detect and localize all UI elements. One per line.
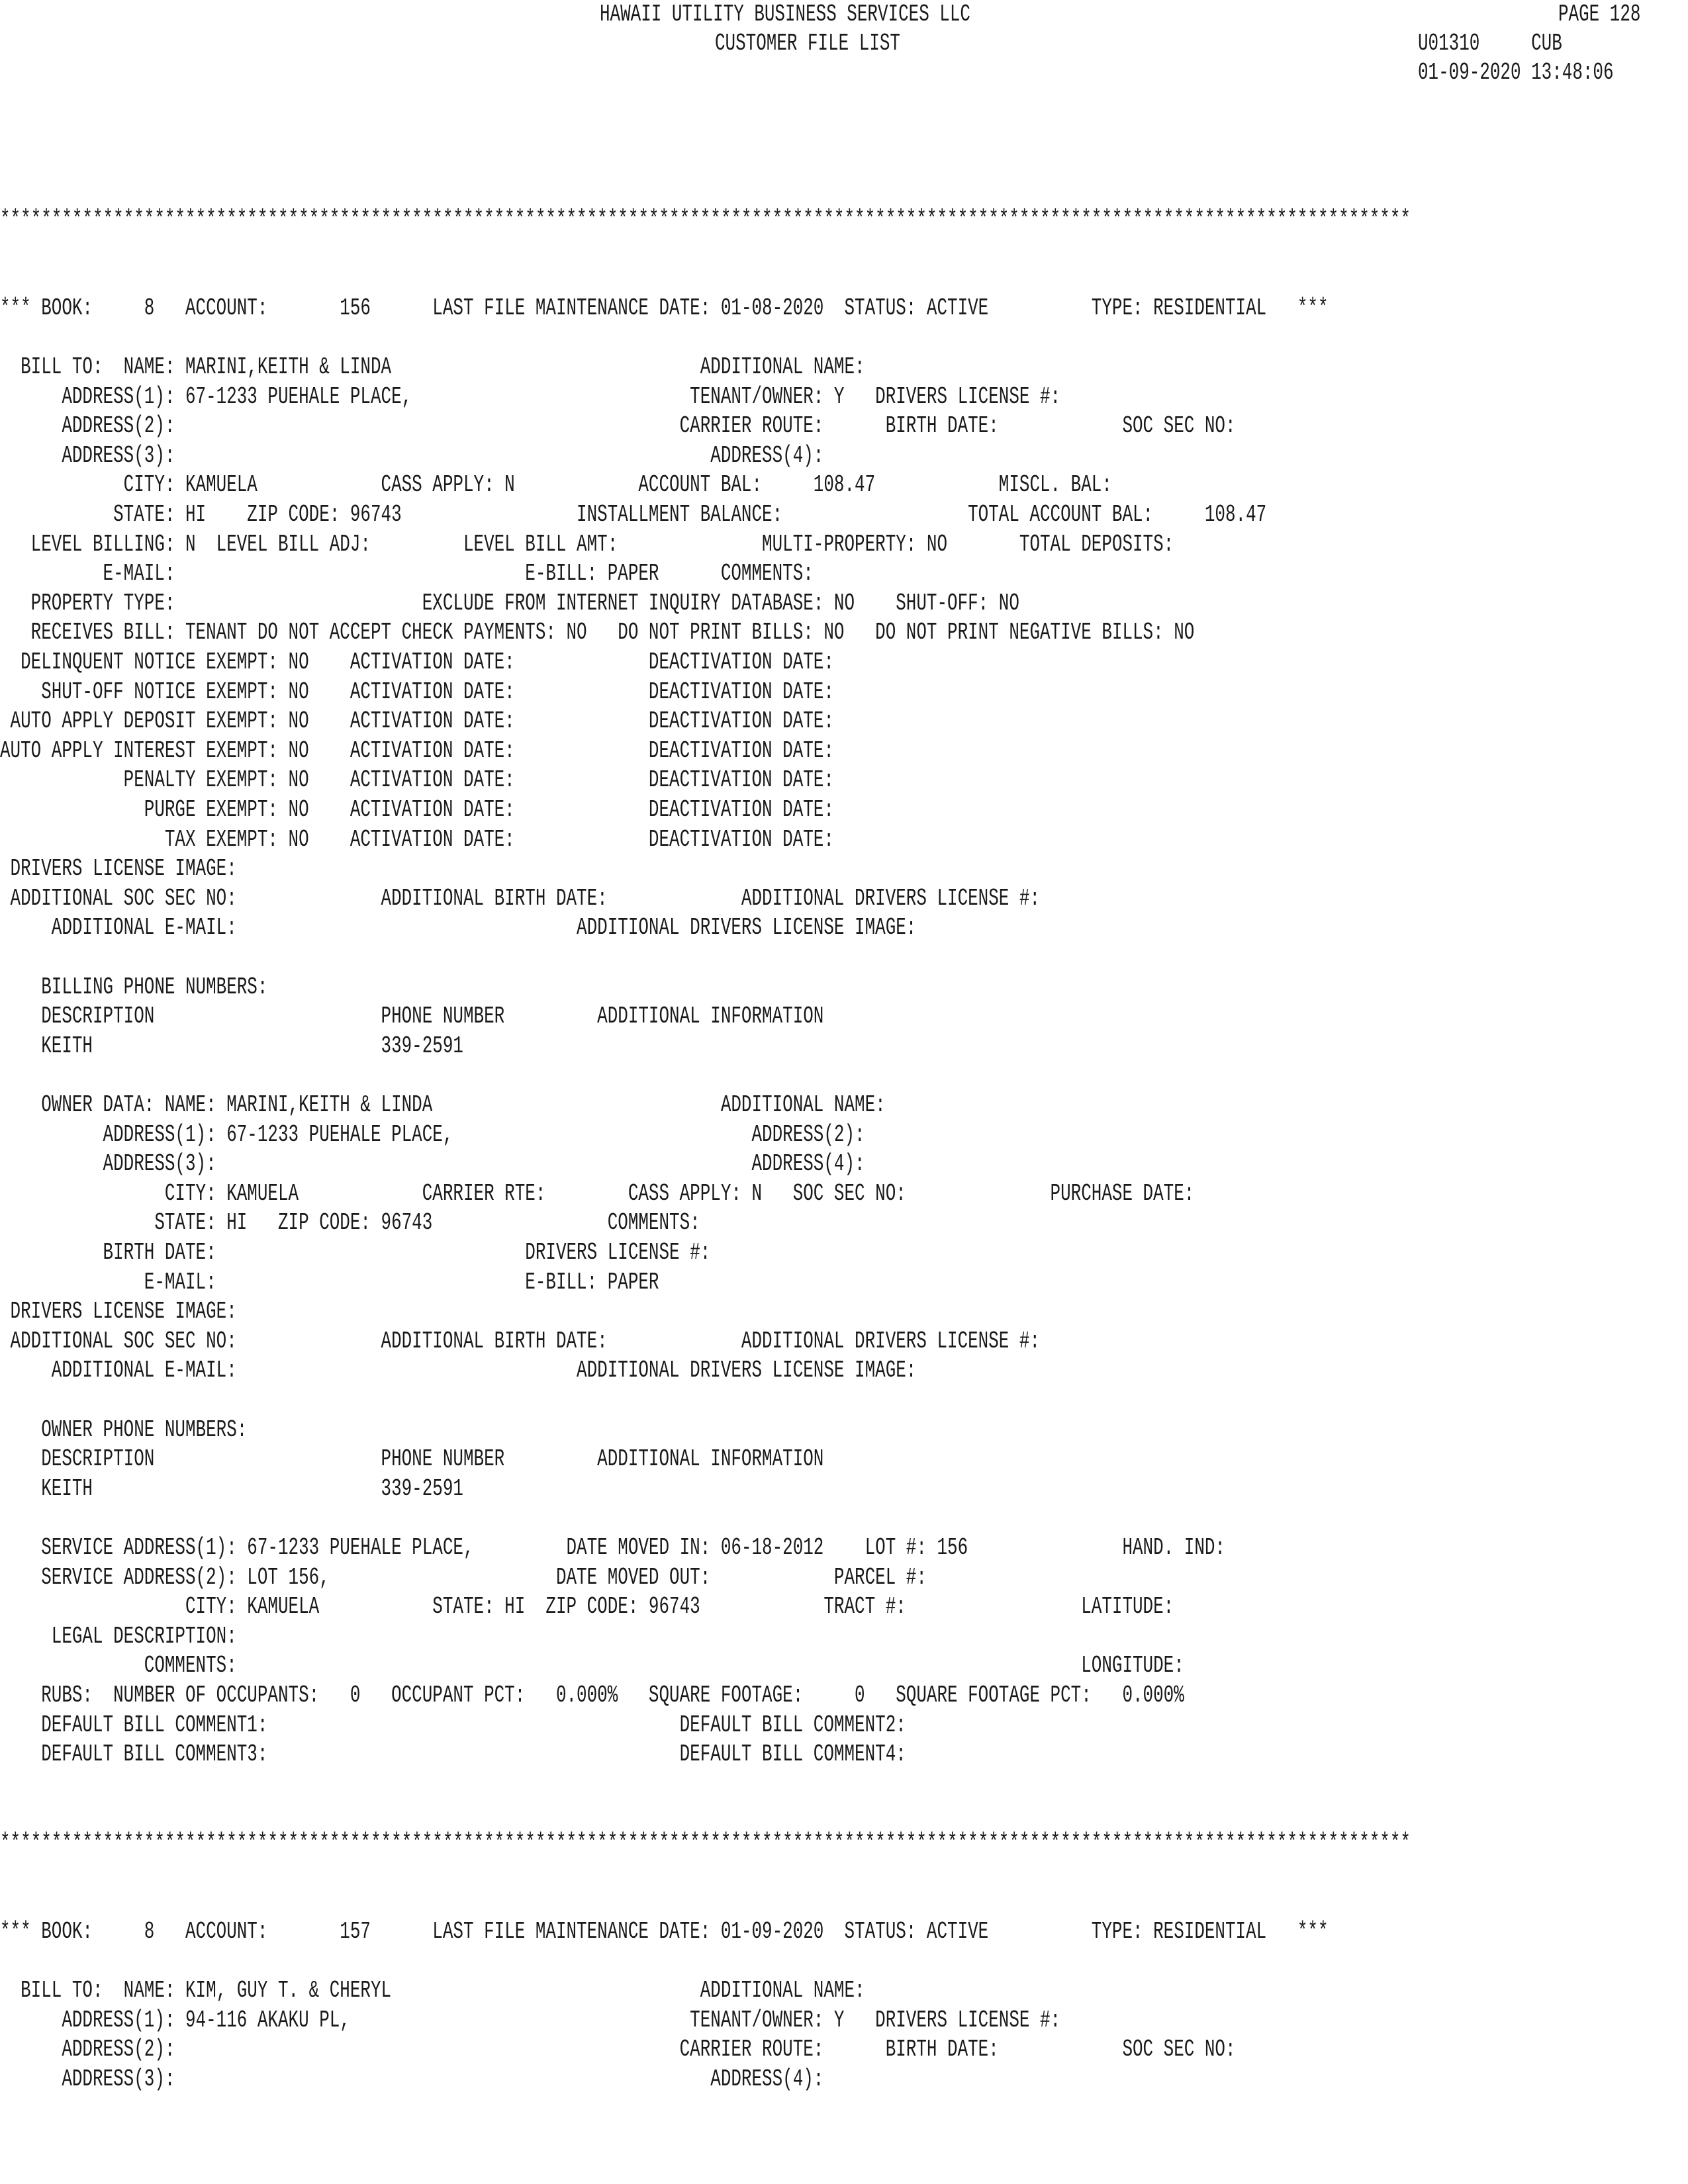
report-line: BILL TO: NAME: MARINI,KEITH & LINDA ADDITIONAL NAME: (0, 353, 865, 381)
report-line: E-MAIL: E-BILL: PAPER (0, 1268, 659, 1296)
report-line: TAX EXEMPT: NO ACTIVATION DATE: DEACTIVATION DATE: (0, 825, 834, 853)
report-line: ADDRESS(3): ADDRESS(4): (0, 1150, 865, 1178)
page-number: PAGE 128 (1558, 1, 1641, 28)
report-line: E-MAIL: E-BILL: PAPER COMMENTS: (0, 560, 814, 588)
report-line: CITY: KAMUELA CARRIER RTE: CASS APPLY: N SOC SEC NO: PURCHASE DATE: (0, 1179, 1195, 1207)
report-line: ADDITIONAL E-MAIL: ADDITIONAL DRIVERS LICENSE IMAGE: (0, 914, 917, 942)
report-line: *** BOOK: 8 ACCOUNT: 156 LAST FILE MAINTENANCE DATE: 01-08-2020 STATUS: ACTIVE TYPE: RESIDENTIAL *** (0, 294, 1329, 322)
report-line: SHUT-OFF NOTICE EXEMPT: NO ACTIVATION DATE: DEACTIVATION DATE: (0, 678, 834, 705)
report-line: DESCRIPTION PHONE NUMBER ADDITIONAL INFORMATION (0, 1003, 824, 1030)
report-line: COMMENTS: LONGITUDE: (0, 1652, 1184, 1680)
report-line: DELINQUENT NOTICE EXEMPT: NO ACTIVATION DATE: DEACTIVATION DATE: (0, 649, 834, 676)
report-line: ADDITIONAL SOC SEC NO: ADDITIONAL BIRTH DATE: ADDITIONAL DRIVERS LICENSE #: (0, 884, 1041, 912)
report-line: BILL TO: NAME: KIM, GUY T. & CHERYL ADDITIONAL NAME: (0, 1977, 865, 2004)
report-line: BILLING PHONE NUMBERS: (0, 973, 268, 1001)
report-line: DRIVERS LICENSE IMAGE: (0, 855, 237, 883)
report-line: ADDRESS(1): 67-1233 PUEHALE PLACE, ADDRESS(2): (0, 1120, 865, 1148)
report-line: AUTO APPLY DEPOSIT EXEMPT: NO ACTIVATION DATE: DEACTIVATION DATE: (0, 707, 834, 735)
report-line: ***************************************************************************************************************************************** (0, 206, 1411, 233)
report-line: STATE: HI ZIP CODE: 96743 COMMENTS: (0, 1209, 700, 1237)
report-code: U01310 CUB (1418, 30, 1562, 57)
report-line: STATE: HI ZIP CODE: 96743 INSTALLMENT BALANCE: TOTAL ACCOUNT BAL: 108.47 (0, 501, 1267, 528)
report-line: RUBS: NUMBER OF OCCUPANTS: 0 OCCUPANT PCT: 0.000% SQUARE FOOTAGE: 0 SQUARE FOOTAGE PCT: 0.000% (0, 1682, 1184, 1709)
report-line: LEVEL BILLING: N LEVEL BILL ADJ: LEVEL BILL AMT: MULTI-PROPERTY: NO TOTAL DEPOSITS: (0, 530, 1174, 558)
report-line: CITY: KAMUELA CASS APPLY: N ACCOUNT BAL: 108.47 MISCL. BAL: (0, 471, 1112, 499)
report-line: CITY: KAMUELA STATE: HI ZIP CODE: 96743 TRACT #: LATITUDE: (0, 1593, 1174, 1621)
report-line: PROPERTY TYPE: EXCLUDE FROM INTERNET INQUIRY DATABASE: NO SHUT-OFF: NO (0, 589, 1019, 617)
report-title: CUSTOMER FILE LIST (715, 30, 900, 57)
report-line: PENALTY EXEMPT: NO ACTIVATION DATE: DEACTIVATION DATE: (0, 766, 834, 794)
report-line: ADDITIONAL E-MAIL: ADDITIONAL DRIVERS LICENSE IMAGE: (0, 1357, 917, 1385)
report-line: KEITH 339-2591 (0, 1475, 463, 1502)
report-line: LEGAL DESCRIPTION: (0, 1622, 237, 1650)
report-line: OWNER DATA: NAME: MARINI,KEITH & LINDA ADDITIONAL NAME: (0, 1091, 886, 1118)
report-line: DRIVERS LICENSE IMAGE: (0, 1298, 237, 1326)
report-line: ADDRESS(1): 94-116 AKAKU PL, TENANT/OWNER: Y DRIVERS LICENSE #: (0, 2006, 1061, 2034)
report-line: ADDRESS(1): 67-1233 PUEHALE PLACE, TENANT/OWNER: Y DRIVERS LICENSE #: (0, 383, 1061, 410)
report-line: SERVICE ADDRESS(2): LOT 156, DATE MOVED OUT: PARCEL #: (0, 1563, 927, 1591)
report-line: SERVICE ADDRESS(1): 67-1233 PUEHALE PLACE, DATE MOVED IN: 06-18-2012 LOT #: 156 HAND. IND: (0, 1534, 1225, 1561)
report-line: DESCRIPTION PHONE NUMBER ADDITIONAL INFORMATION (0, 1445, 824, 1473)
report-line: KEITH 339-2591 (0, 1032, 463, 1060)
report-line: ADDRESS(2): CARRIER ROUTE: BIRTH DATE: SOC SEC NO: (0, 412, 1236, 440)
report-line: ADDRESS(2): CARRIER ROUTE: BIRTH DATE: SOC SEC NO: (0, 2036, 1236, 2064)
report-line: DEFAULT BILL COMMENT1: DEFAULT BILL COMMENT2: (0, 1711, 906, 1739)
report-timestamp: 01-09-2020 13:48:06 (1418, 59, 1614, 86)
report-line: *** BOOK: 8 ACCOUNT: 157 LAST FILE MAINTENANCE DATE: 01-09-2020 STATUS: ACTIVE TYPE: RESIDENTIAL *** (0, 1917, 1329, 1945)
report-line: ADDITIONAL SOC SEC NO: ADDITIONAL BIRTH DATE: ADDITIONAL DRIVERS LICENSE #: (0, 1327, 1041, 1355)
report-line: AUTO APPLY INTEREST EXEMPT: NO ACTIVATION DATE: DEACTIVATION DATE: (0, 737, 834, 764)
report-line: DEFAULT BILL COMMENT3: DEFAULT BILL COMMENT4: (0, 1741, 906, 1768)
report-line: PURGE EXEMPT: NO ACTIVATION DATE: DEACTIVATION DATE: (0, 796, 834, 823)
report-line: ADDRESS(3): ADDRESS(4): (0, 2065, 824, 2093)
report-line: ***************************************************************************************************************************************** (0, 1829, 1411, 1856)
report-line: ADDRESS(3): ADDRESS(4): (0, 441, 824, 469)
company-name: HAWAII UTILITY BUSINESS SERVICES LLC (600, 1, 970, 28)
report-line: BIRTH DATE: DRIVERS LICENSE #: (0, 1239, 711, 1266)
report-line: OWNER PHONE NUMBERS: (0, 1416, 248, 1443)
report-line: RECEIVES BILL: TENANT DO NOT ACCEPT CHECK PAYMENTS: NO DO NOT PRINT BILLS: NO DO NOT PRINT NEGATIVE BILLS: NO (0, 619, 1195, 647)
